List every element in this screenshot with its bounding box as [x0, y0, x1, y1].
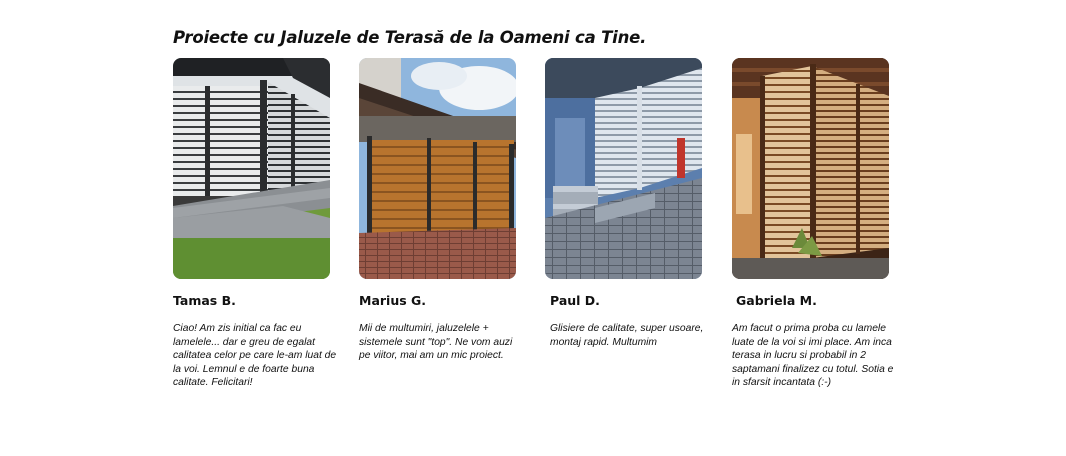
reviewer-name: Marius G.	[359, 293, 427, 308]
photo-wooden-louvers-night-terrace	[732, 58, 889, 279]
reviewer-name: Tamas B.	[173, 293, 236, 308]
reviewer-name: Paul D.	[550, 293, 600, 308]
review-text: Mii de multumiri, jaluzelele + sistemele sunt "top". Ne vom auzi pe viitor, mai am un mic proiect.	[359, 323, 513, 362]
photo-wood-slat-fence-terrace	[359, 58, 516, 279]
testimonial-card	[359, 58, 524, 362]
project-photo	[732, 58, 889, 279]
review-text: Glisiere de calitate, super usoare, montaj rapid. Multumim	[550, 323, 704, 348]
project-photo	[359, 58, 516, 279]
photo-white-louvered-shutters-patio	[173, 58, 330, 279]
review-text: Am facut o prima proba cu lamele luate de la voi si imi place. Am inca terasa in lucru si probabil in 2 saptamani finalizez cu totul. Sotia e in sfarsit incantata (:-)	[732, 323, 894, 389]
review-text: Ciao! Am zis initial ca fac eu lamelele... dar e greu de egalat calitatea celor pe care le-am luat de la voi. Lemnul e de foarte buna calitate. Felicitari!	[173, 323, 337, 389]
testimonial-card	[545, 58, 710, 348]
section-title: Proiecte cu Jaluzele de Terasă de la Oameni ca Tine.	[173, 28, 647, 47]
photo-white-shutters-blue-house	[545, 58, 702, 279]
testimonial-card	[732, 58, 897, 389]
testimonial-card	[173, 58, 338, 389]
reviewer-name: Gabriela M.	[736, 293, 817, 308]
project-photo	[173, 58, 330, 279]
project-photo	[545, 58, 702, 279]
